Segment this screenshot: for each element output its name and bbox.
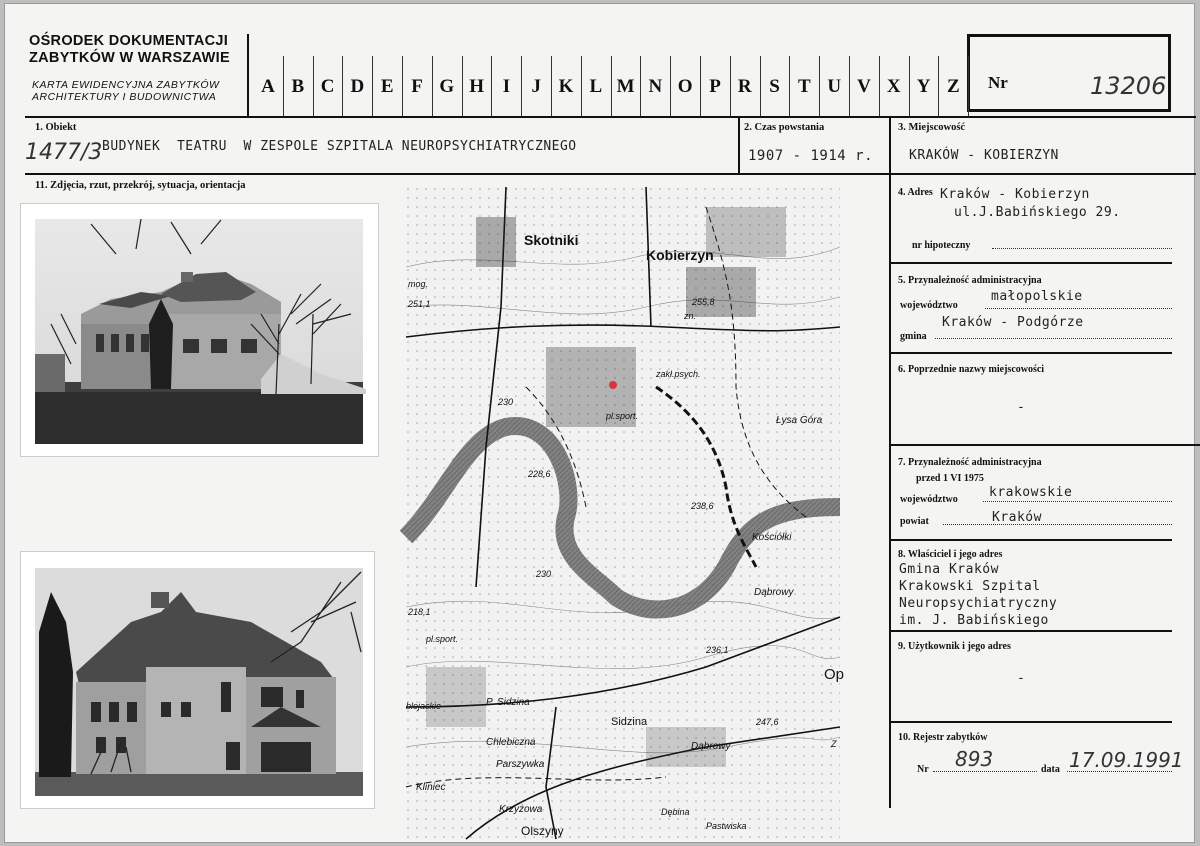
letter-o: O — [677, 76, 693, 97]
right-column-divider — [889, 116, 891, 808]
map-label: zakł.psych. — [656, 369, 701, 379]
przynaleznosc75-label: 7. Przynależność administracyjna — [898, 457, 1042, 468]
letter-a: A — [261, 76, 275, 97]
row1-divider-1 — [738, 116, 740, 174]
adres-line2: ul.J.Babińskiego 29. — [954, 205, 1121, 220]
powiat-label: powiat — [900, 516, 929, 527]
przed-label: przed 1 VI 1975 — [916, 473, 984, 484]
institution-name — [29, 33, 230, 67]
record-card — [4, 3, 1195, 843]
rule-after-adres — [889, 262, 1172, 264]
wojewodztwo75-value: krakowskie — [989, 485, 1073, 500]
map-label: Olszyny — [521, 824, 564, 838]
letter-d: D — [350, 76, 365, 97]
letter-l: L — [589, 76, 603, 97]
adres-label: 4. Adres — [898, 187, 933, 198]
map-label: 230 — [498, 397, 514, 407]
location-map — [406, 187, 845, 839]
wlasciciel-line4: im. J. Babińskiego — [899, 613, 1049, 628]
letter-k: K — [558, 76, 574, 97]
obiekt-handwritten: 1477/3 — [25, 140, 103, 165]
hipoteczny-label: nr hipoteczny — [912, 240, 971, 251]
wojewodztwo-line — [985, 308, 1172, 309]
map-label: pl.sport. — [426, 634, 459, 644]
rejestr-label: 10. Rejestr zabytków — [898, 732, 988, 743]
adres-line1: Kraków - Kobierzyn — [940, 187, 1090, 202]
header-bottom-rule — [25, 116, 1196, 118]
location-map-image — [406, 187, 845, 839]
map-label: Dębina — [661, 807, 690, 817]
wlasciciel-line1: Gmina Kraków — [899, 562, 999, 577]
obiekt-value: BUDYNEK TEATRU W ZESPOLE SZPITALA NEUROPSYCHIATRYCZNEGO — [102, 139, 577, 154]
photo-theatre-building-2 — [21, 552, 374, 808]
obiekt-label: 1. Obiekt — [35, 122, 77, 133]
map-label: 251,1 — [408, 299, 431, 309]
letter-t: T — [798, 76, 811, 97]
wojewodztwo-label: województwo — [900, 300, 958, 311]
map-label: Z — [831, 739, 837, 749]
map-label: Krzyżowa — [499, 804, 543, 815]
rejestr-data-label: data — [1041, 764, 1060, 775]
map-label: pl.sport. — [606, 411, 639, 421]
map-label: Dąbrowy — [691, 741, 731, 752]
rejestr-nr-label: Nr — [917, 764, 929, 775]
card-type-line1: KARTA EWIDENCYJNA ZABYTKÓW — [32, 79, 220, 91]
photo-theatre-building-1-image — [21, 204, 378, 456]
czas-label: 2. Czas powstania — [744, 122, 825, 133]
map-label: 228,6 — [528, 469, 551, 479]
map-label: blejackie — [406, 701, 442, 711]
letter-e: E — [380, 76, 394, 97]
rule-after-przynaleznosc — [889, 352, 1172, 354]
map-label: zn. — [684, 311, 697, 321]
letter-r: R — [737, 76, 752, 97]
letter-h: H — [469, 76, 484, 97]
uzytkownik-value: - — [1017, 671, 1026, 686]
map-label: Kliniec — [416, 782, 446, 793]
map-label: Dąbrowy — [754, 587, 794, 598]
nr-box — [967, 34, 1171, 112]
map-label: 236,1 — [706, 645, 729, 655]
map-label: Op — [824, 666, 845, 683]
rejestr-data-value: 17.09.1991 — [1069, 748, 1184, 772]
uzytkownik-label: 9. Użytkownik i jego adres — [898, 641, 1011, 652]
letter-p: P — [709, 76, 721, 97]
map-label: P. Sidzina — [486, 697, 530, 708]
rule-after-wlasciciel — [889, 630, 1172, 632]
map-label: Kobierzyn — [646, 247, 714, 263]
map-label: 218,1 — [408, 607, 431, 617]
gmina-value: Kraków - Podgórze — [942, 315, 1084, 330]
poprzednie-label: 6. Poprzednie nazwy miejscowości — [898, 364, 1045, 375]
letter-c: C — [320, 76, 335, 97]
letter-v: V — [857, 76, 871, 97]
institution-line1: OŚRODEK DOKUMENTACJI — [29, 33, 229, 49]
poprzednie-value: - — [1017, 400, 1026, 415]
location-marker — [609, 381, 617, 389]
letter-u: U — [827, 76, 842, 97]
letter-b: B — [291, 76, 305, 97]
powiat-line — [943, 524, 1172, 525]
map-label: 238,6 — [691, 501, 714, 511]
letter-z: Z — [947, 76, 960, 97]
letter-n: N — [648, 76, 663, 97]
letter-separator — [968, 56, 969, 116]
map-label: Chlebiczna — [486, 737, 536, 748]
map-label: Łysa Góra — [776, 415, 823, 426]
wojewodztwo75-line — [983, 501, 1172, 502]
wlasciciel-value — [899, 561, 1057, 629]
map-label: Pastwiska — [706, 821, 747, 831]
nr-value: 13206 — [1090, 72, 1167, 100]
letter-g: G — [439, 76, 455, 97]
row1-bottom-rule — [25, 173, 1196, 175]
map-label: Parszywka — [496, 759, 545, 770]
map-label: Skotniki — [524, 232, 579, 248]
letter-f: F — [411, 76, 423, 97]
map-label: Kościółki — [752, 532, 792, 543]
letter-m: M — [616, 76, 635, 97]
adres-value — [940, 186, 1121, 222]
map-label: Sidzina — [611, 716, 648, 728]
wlasciciel-line2: Krakowski Szpital — [899, 579, 1041, 594]
map-label: 255,8 — [692, 297, 715, 307]
card-type — [32, 79, 219, 103]
wojewodztwo-value: małopolskie — [991, 289, 1083, 304]
zdjecia-label: 11. Zdjęcia, rzut, przekrój, sytuacja, orientacja — [35, 180, 246, 191]
header-divider — [247, 34, 249, 116]
letter-y: Y — [916, 76, 931, 97]
card-type-line2: ARCHITEKTURY I BUDOWNICTWA — [32, 91, 217, 103]
gmina-label: gmina — [900, 331, 927, 342]
miejscowosc-value: KRAKÓW - KOBIERZYN — [909, 148, 1059, 163]
letter-x: X — [886, 76, 901, 97]
photo-theatre-building-1 — [21, 204, 378, 456]
wojewodztwo75-label: województwo — [900, 494, 958, 505]
letter-s: S — [769, 76, 780, 97]
wlasciciel-label: 8. Właściciel i jego adres — [898, 549, 1003, 560]
czas-value: 1907 - 1914 r. — [748, 148, 874, 164]
photo-theatre-building-2-image — [21, 552, 374, 808]
rule-after-uzytkownik — [889, 721, 1172, 723]
przynaleznosc-label: 5. Przynależność administracyjna — [898, 275, 1042, 286]
institution-line2: ZABYTKÓW W WARSZAWIE — [29, 50, 230, 66]
map-label: 247,6 — [756, 717, 779, 727]
gmina-line — [935, 338, 1172, 339]
wlasciciel-line3: Neuropsychiatryczny — [899, 596, 1058, 611]
rule-after-poprzednie — [889, 444, 1200, 446]
letter-i: I — [502, 76, 511, 97]
miejscowosc-label: 3. Miejscowość — [898, 122, 966, 133]
rejestr-nr-value: 893 — [955, 747, 994, 771]
rejestr-data-line — [1067, 771, 1172, 772]
map-label: mog. — [408, 279, 429, 289]
rejestr-nr-line — [933, 771, 1037, 772]
hipoteczny-line — [992, 248, 1172, 249]
nr-label: Nr — [988, 73, 1008, 92]
powiat-value: Kraków — [992, 510, 1042, 525]
map-label: 230 — [536, 569, 552, 579]
rule-after-powiat — [889, 539, 1172, 541]
letter-j: J — [531, 76, 541, 97]
